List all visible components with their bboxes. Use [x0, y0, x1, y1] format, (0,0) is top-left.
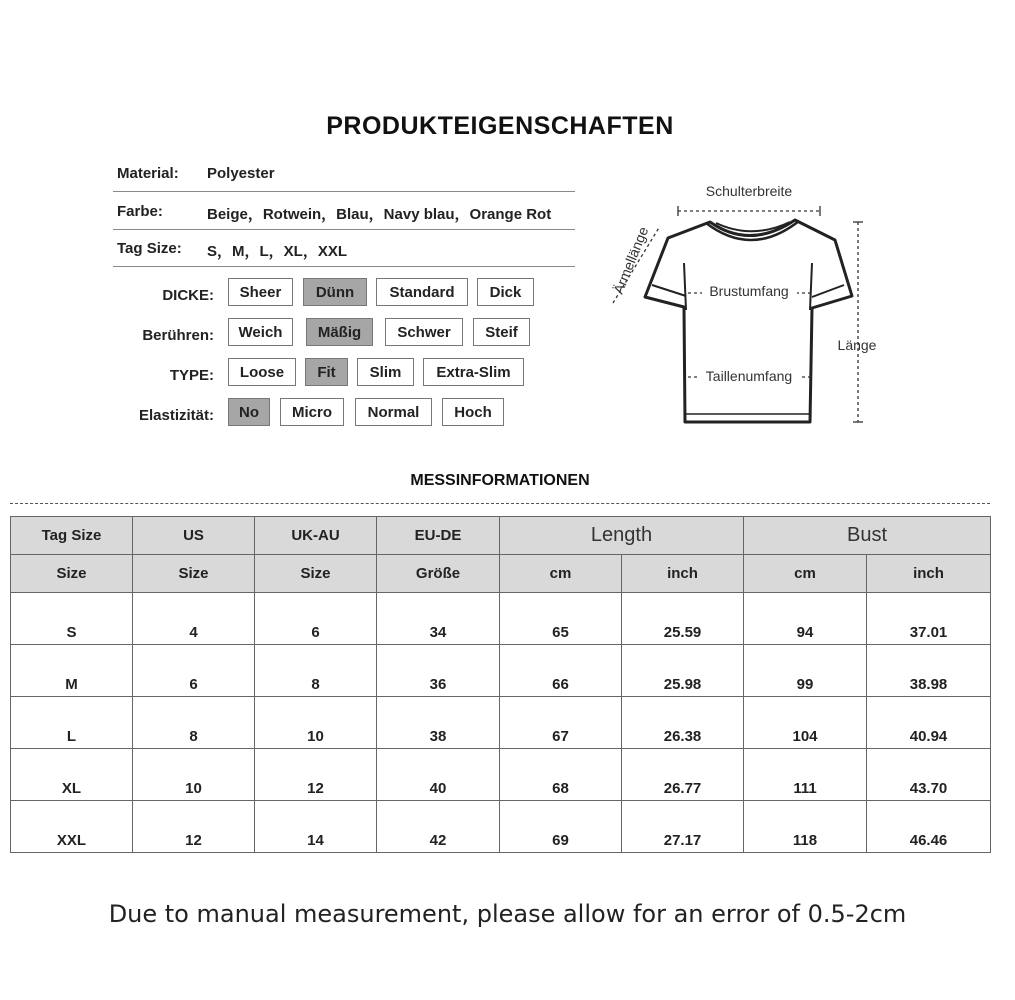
material-value: Polyester [207, 165, 275, 182]
thickness-label: DICKE: [162, 287, 214, 304]
tag-size-value: S，M，L，XL，XXL [207, 243, 348, 260]
waist-label: Taillenumfang [705, 368, 793, 384]
option-fit: Fit [305, 358, 348, 386]
page-title: PRODUKTEIGENSCHAFTEN [326, 112, 674, 140]
type-label: TYPE: [169, 367, 214, 384]
length-label: Länge [837, 337, 877, 353]
option-normal: Normal [355, 398, 432, 426]
elasticity-label: Elastizität: [138, 407, 214, 424]
option-extra-slim: Extra-Slim [423, 358, 524, 386]
size-table [10, 516, 991, 853]
measurement-title: MESSINFORMATIONEN [410, 472, 590, 489]
option-loose: Loose [228, 358, 296, 386]
color-label: Farbe: [117, 203, 163, 220]
table-cell: 14 [255, 801, 377, 853]
table-cell: 67 [500, 697, 622, 749]
subheader-cell: inch [622, 555, 744, 593]
sleeve-length-label: Ärmellänge [609, 224, 652, 297]
table-cell: 27.17 [622, 801, 744, 853]
table-cell: 68 [500, 749, 622, 801]
header-bust: Bust [744, 517, 991, 555]
table-cell: 34 [377, 593, 500, 645]
header-length: Length [500, 517, 744, 555]
header-uk-au: UK-AU [255, 517, 377, 555]
table-cell: 25.98 [622, 645, 744, 697]
table-cell: L [11, 697, 133, 749]
option-no: No [228, 398, 270, 426]
tag-size-label: Tag Size: [117, 240, 182, 257]
table-cell: 111 [744, 749, 867, 801]
subheader-cell: Size [255, 555, 377, 593]
table-row [11, 697, 991, 749]
subheader-cell: inch [867, 555, 991, 593]
table-cell: 46.46 [867, 801, 991, 853]
table-cell: 8 [133, 697, 255, 749]
table-cell: 10 [133, 749, 255, 801]
table-row [11, 801, 991, 853]
option-duenn: Dünn [303, 278, 367, 306]
table-row [11, 593, 991, 645]
table-cell: 65 [500, 593, 622, 645]
option-steif: Steif [473, 318, 530, 346]
table-cell: 40.94 [867, 697, 991, 749]
table-cell: 118 [744, 801, 867, 853]
table-cell: 6 [255, 593, 377, 645]
option-weich: Weich [228, 318, 293, 346]
table-row [11, 749, 991, 801]
table-cell: M [11, 645, 133, 697]
subheader-cell: Größe [377, 555, 500, 593]
table-cell: 12 [133, 801, 255, 853]
option-sheer: Sheer [228, 278, 293, 306]
table-cell: 26.38 [622, 697, 744, 749]
color-value: Beige，Rotwein，Blau，Navy blau，Orange Rot [207, 206, 552, 223]
dashed-divider [10, 503, 990, 504]
touch-label: Berühren: [142, 327, 214, 344]
option-micro: Micro [280, 398, 344, 426]
table-cell: 104 [744, 697, 867, 749]
table-cell: XL [11, 749, 133, 801]
measurement-note: Due to manual measurement, please allow for an error of 0.5-2cm [108, 900, 907, 928]
table-subheader-row [11, 555, 991, 593]
option-slim: Slim [357, 358, 414, 386]
table-cell: XXL [11, 801, 133, 853]
table-cell: 42 [377, 801, 500, 853]
table-cell: 26.77 [622, 749, 744, 801]
header-us: US [133, 517, 255, 555]
subheader-cell: Size [11, 555, 133, 593]
table-cell: 40 [377, 749, 500, 801]
option-dick: Dick [477, 278, 534, 306]
table-cell: 12 [255, 749, 377, 801]
table-cell: 37.01 [867, 593, 991, 645]
table-cell: 94 [744, 593, 867, 645]
shoulder-width-label: Schulterbreite [705, 183, 793, 199]
option-hoch: Hoch [442, 398, 504, 426]
table-cell: 36 [377, 645, 500, 697]
table-cell: 38.98 [867, 645, 991, 697]
divider [113, 229, 575, 230]
header-tag-size: Tag Size [11, 517, 133, 555]
subheader-cell: cm [744, 555, 867, 593]
table-cell: S [11, 593, 133, 645]
table-row [11, 645, 991, 697]
table-cell: 99 [744, 645, 867, 697]
tshirt-measurement-diagram [600, 176, 877, 436]
divider [113, 191, 575, 192]
subheader-cell: Size [133, 555, 255, 593]
option-maessig: Mäßig [306, 318, 373, 346]
header-eu-de: EU-DE [377, 517, 500, 555]
table-cell: 6 [133, 645, 255, 697]
table-cell: 4 [133, 593, 255, 645]
table-cell: 10 [255, 697, 377, 749]
subheader-cell: cm [500, 555, 622, 593]
divider [113, 266, 575, 267]
table-cell: 25.59 [622, 593, 744, 645]
table-header-row [11, 517, 991, 555]
table-cell: 8 [255, 645, 377, 697]
option-schwer: Schwer [385, 318, 463, 346]
material-label: Material: [117, 165, 179, 182]
table-cell: 66 [500, 645, 622, 697]
table-cell: 69 [500, 801, 622, 853]
table-cell: 38 [377, 697, 500, 749]
tshirt-outline-icon [645, 220, 852, 422]
table-cell: 43.70 [867, 749, 991, 801]
chest-label: Brustumfang [709, 283, 789, 299]
option-standard: Standard [376, 278, 468, 306]
